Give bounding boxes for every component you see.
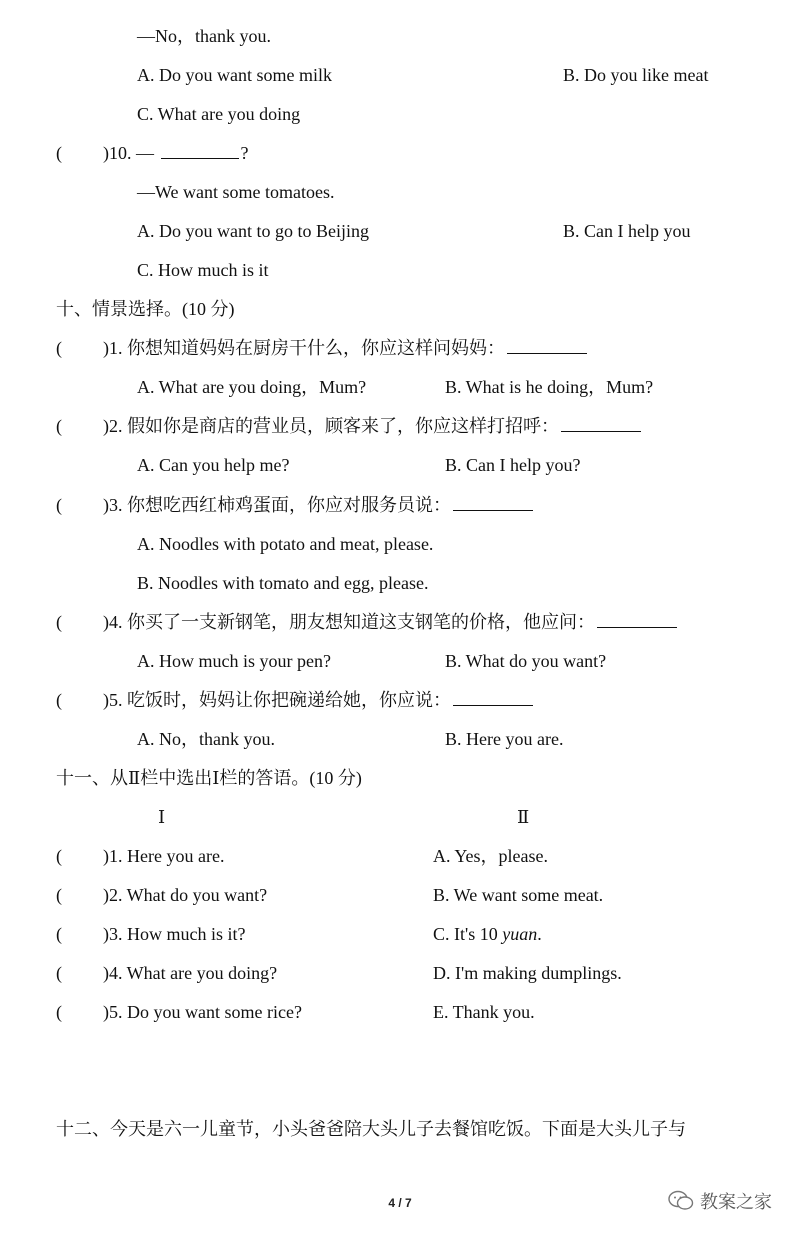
s10-item3-number: )3. (103, 495, 123, 515)
q9-answer-line: —No，thank you. (137, 26, 271, 46)
s10-item5-question (103, 688, 533, 712)
s10-item5-text: 吃饭时，妈妈让你把碗递给她，你应说： (127, 690, 451, 710)
q9-option-b: B. Do you like meat (563, 65, 709, 85)
q10-option-c: C. How much is it (137, 260, 269, 280)
s10-item3-text: 你想吃西红柿鸡蛋面，你应对服务员说： (127, 495, 451, 515)
s10-item2-option-b: B. Can I help you? (445, 455, 581, 475)
s11-right-item-c (433, 922, 542, 946)
s10-item1-option-b: B. What is he doing，Mum? (445, 377, 654, 397)
s10-item4-option-b: B. What do you want? (445, 651, 607, 671)
s10-item1-option-a: A. What are you doing，Mum? (137, 377, 367, 397)
s10-item2-blank[interactable] (561, 415, 641, 432)
s10-item4-option-a: A. How much is your pen? (137, 651, 331, 671)
q9-option-c: C. What are you doing (137, 104, 301, 124)
s11-left5-paren: ( (56, 1002, 62, 1022)
s11-right-item-e: E. Thank you. (433, 1002, 535, 1022)
s11-left3-paren: ( (56, 924, 62, 944)
s10-item4-paren: ( (56, 612, 62, 632)
s10-item4-text: 你买了一支新钢笔，朋友想知道这支钢笔的价格，他应问： (127, 612, 595, 632)
q10-paren: ( (56, 143, 62, 163)
s10-item1-paren: ( (56, 338, 62, 358)
s10-item1-question (103, 336, 587, 360)
section11-title: 十一、从Ⅱ栏中选出Ⅰ栏的答语。(10 分) (56, 768, 362, 788)
s10-item1-text: 你想知道妈妈在厨房干什么，你应这样问妈妈： (127, 338, 505, 358)
s10-item3-option-a: A. Noodles with potato and meat, please. (137, 534, 434, 554)
s10-item4-number: )4. (103, 612, 123, 632)
s10-item4-blank[interactable] (597, 611, 677, 628)
wechat-icon (668, 1190, 694, 1212)
s10-item3-question (103, 493, 533, 517)
s11-left-item4: )4. What are you doing? (103, 963, 278, 983)
s10-item3-blank[interactable] (453, 494, 533, 511)
s10-item5-number: )5. (103, 690, 123, 710)
q10-number: )10. — (103, 143, 154, 163)
s11-right-item-c-unit: yuan (502, 924, 538, 944)
s10-item2-paren: ( (56, 416, 62, 436)
section12-title: 十二、今天是六一儿童节，小头爸爸陪大头儿子去餐馆吃饭。下面是大头儿子与 (56, 1119, 686, 1139)
s10-item1-blank[interactable] (507, 337, 587, 354)
s10-item3-option-b: B. Noodles with tomato and egg, please. (137, 573, 429, 593)
s10-item4-question (103, 610, 677, 634)
q10-answer-line: —We want some tomatoes. (137, 182, 335, 202)
q10-question (103, 141, 249, 165)
page-number: 4 / 7 (388, 1196, 412, 1210)
s10-item3-paren: ( (56, 495, 62, 515)
s10-item2-text: 假如你是商店的营业员，顾客来了，你应这样打招呼： (127, 416, 559, 436)
watermark (668, 1188, 772, 1214)
s11-left-item2: )2. What do you want? (103, 885, 268, 905)
s11-right-item-c-end: . (537, 924, 542, 944)
s11-left4-paren: ( (56, 963, 62, 983)
s11-right-item-b: B. We want some meat. (433, 885, 604, 905)
s11-left1-paren: ( (56, 846, 62, 866)
q9-option-a: A. Do you want some milk (137, 65, 332, 85)
s10-item5-blank[interactable] (453, 689, 533, 706)
s11-right-item-c-text: C. It's 10 (433, 924, 503, 944)
q10-option-b: B. Can I help you (563, 221, 691, 241)
column-2-header: Ⅱ (517, 807, 530, 827)
s10-item5-option-a: A. No，thank you. (137, 729, 275, 749)
s11-left-item5: )5. Do you want some rice? (103, 1002, 302, 1022)
q10-question-end: ? (240, 143, 249, 163)
s11-right-item-d: D. I'm making dumplings. (433, 963, 622, 983)
q10-option-a: A. Do you want to go to Beijing (137, 221, 369, 241)
section10-title: 十、情景选择。(10 分) (56, 299, 235, 319)
column-1-header: Ⅰ (158, 807, 166, 827)
s11-left-item3: )3. How much is it? (103, 924, 246, 944)
s10-item2-option-a: A. Can you help me? (137, 455, 290, 475)
s10-item2-question (103, 414, 641, 438)
s10-item2-number: )2. (103, 416, 123, 436)
watermark-text: 教案之家 (700, 1192, 772, 1213)
s10-item5-paren: ( (56, 690, 62, 710)
q10-blank[interactable] (161, 142, 239, 159)
s10-item1-number: )1. (103, 338, 123, 358)
s11-left2-paren: ( (56, 885, 62, 905)
s10-item5-option-b: B. Here you are. (445, 729, 564, 749)
s11-left-item1: )1. Here you are. (103, 846, 225, 866)
s11-right-item-a: A. Yes，please. (433, 846, 548, 866)
